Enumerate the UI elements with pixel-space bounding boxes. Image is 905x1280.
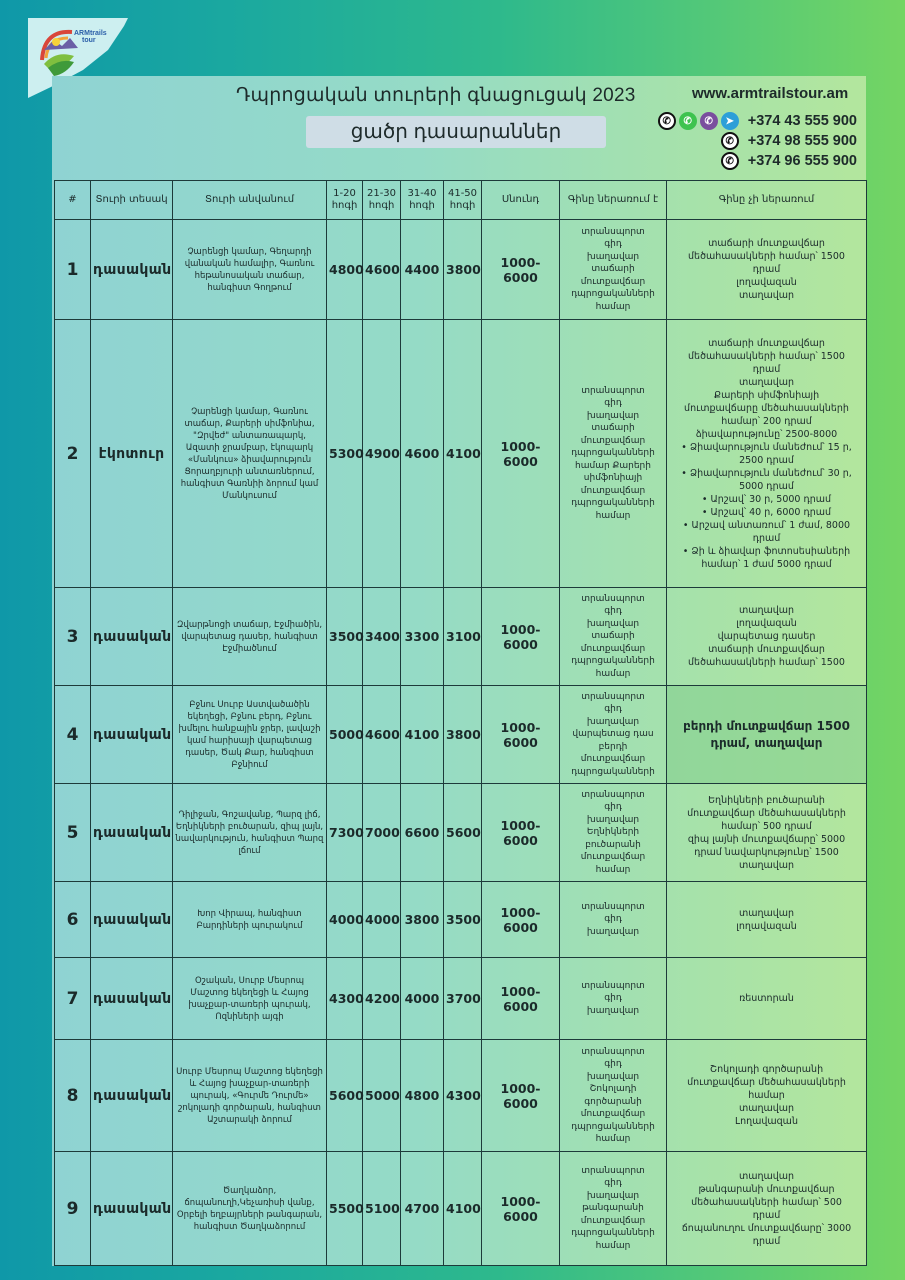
includes-line: խաղավար — [586, 618, 640, 629]
excludes-line: մուտքավճար մեծահասակների — [687, 1077, 846, 1088]
price-excludes — [667, 1152, 867, 1266]
price-41-50: 3500 — [444, 882, 482, 958]
logo-text-line2: tour — [82, 37, 96, 44]
price-31-40: 4800 — [401, 1040, 444, 1152]
excludes-line: տաղավար — [738, 1103, 795, 1114]
phone-icon[interactable]: ✆ — [721, 132, 739, 150]
price-includes — [560, 320, 667, 588]
price-41-50: 3800 — [444, 686, 482, 784]
col-header-name: Տուրի անվանում — [173, 181, 327, 220]
price-excludes — [667, 686, 867, 784]
includes-line: դպրոցականների — [571, 1228, 655, 1239]
price-41-50: 4100 — [444, 1152, 482, 1266]
table-row — [55, 1040, 867, 1152]
col-header-range: 21-30 — [366, 188, 397, 199]
includes-line: համար — [595, 668, 631, 679]
price-41-50: 3100 — [444, 588, 482, 686]
row-number: 6 — [55, 882, 91, 958]
price-table — [54, 180, 867, 1266]
excludes-bullet-item: • Ձի և ձիավար ֆոտոսեսիաների համար՝ 1 ժամ 5000 դրամ — [669, 545, 864, 571]
excludes-line: մեծահասակների համար՝ 500 — [691, 1196, 842, 1208]
includes-line: Եղնիկների — [586, 827, 640, 838]
tour-type: դասական — [91, 588, 173, 686]
price-41-50: 4300 — [444, 1040, 482, 1152]
price-21-30: 3400 — [363, 588, 401, 686]
table-row — [55, 1152, 867, 1266]
includes-line: համար — [595, 1134, 631, 1144]
includes-line: դպրոցականների — [571, 656, 655, 667]
excludes-line: մեծահասակների համար՝ 1500 — [688, 251, 845, 262]
food-price: 1000-6000 — [482, 220, 560, 320]
excludes-line: համար՝ 200 դրամ — [721, 415, 812, 427]
tour-name: Զվարթնոցի տաճար, Էջմիածին, վարպետաց դասեր, հանգիստ Էջմիածնում — [173, 588, 327, 686]
price-includes — [560, 784, 667, 882]
price-21-30: 4200 — [363, 958, 401, 1040]
excludes-line: լողավազան — [736, 277, 797, 288]
excludes-line: վարպետաց դասեր — [717, 631, 816, 642]
food-price: 1000-6000 — [482, 588, 560, 686]
tour-name: Սուրբ Մեսրոպ Մաշտոց եկեղեցի և Հայոց խաչքար-տառերի պուրակ, «Գուրմե Դուրմե» շոկոլադի գործարան, հանգիստ Աշտարակի ձորում — [173, 1040, 327, 1152]
col-header-range: 31-40 — [407, 188, 437, 199]
excludes-bullet-item: • Ձիավարություն մանեժում՝ 30 ր, 5000 դրամ — [669, 467, 864, 493]
price-31-40: 4400 — [401, 220, 444, 320]
excludes-line: տաղավար — [738, 290, 795, 301]
excludes-line: համար — [748, 1090, 785, 1101]
includes-line: դպրոցականների — [571, 448, 655, 459]
includes-line: դպրոցականների — [571, 498, 655, 509]
tour-type: էկոտուր — [91, 320, 173, 588]
includes-line: Շոկոլադի — [589, 1084, 637, 1094]
includes-line: գիդ — [604, 398, 622, 409]
excludes-bullet-item: • Ձիավարություն մանեժում՝ 15 ր, 2500 դրամ — [669, 441, 864, 467]
excludes-line: թանգարանի մուտքավճար — [698, 1183, 835, 1195]
telegram-icon[interactable]: ➤ — [721, 112, 739, 130]
includes-line: խաղավար — [586, 251, 640, 262]
price-includes — [560, 220, 667, 320]
includes-line: գիդ — [604, 993, 622, 1004]
excludes-line: մեծահասակների համար՝ 1500 — [688, 350, 845, 362]
row-number: 2 — [55, 320, 91, 588]
price-excludes — [667, 220, 867, 320]
col-header-included: Գինը ներառում է — [560, 181, 667, 220]
excludes-line: Քարերի սիմֆոնիայի — [713, 389, 820, 401]
price-includes — [560, 882, 667, 958]
includes-line: մուտքավճար — [580, 1109, 646, 1119]
whatsapp-icon[interactable]: ✆ — [679, 112, 697, 130]
phone-row-3 — [658, 151, 857, 171]
excludes-line: ճոպանուղու մուտքավճարը՝ 3000 — [681, 1222, 852, 1234]
logo-text-line1: ARMtrails — [74, 30, 107, 37]
includes-line: տրանսպորտ — [581, 901, 645, 912]
includes-line: մուտքավճար — [580, 852, 646, 863]
table-row — [55, 958, 867, 1040]
price-21-30: 7000 — [363, 784, 401, 882]
price-31-40: 4700 — [401, 1152, 444, 1266]
excludes-line: զիպ լայնի մուտքավճարը՝ 5000 — [687, 833, 846, 845]
includes-line: մուտքավճար — [580, 485, 646, 496]
includes-line: գիդ — [604, 239, 622, 250]
phone-icon[interactable]: ✆ — [658, 112, 676, 130]
armtrails-logo — [34, 20, 114, 80]
col-header-unit: հոգի — [331, 200, 358, 211]
price-31-40: 4100 — [401, 686, 444, 784]
includes-line: տրանսպորտ — [581, 789, 645, 800]
table-row — [55, 882, 867, 958]
tour-type: դասական — [91, 784, 173, 882]
contact-phones — [658, 111, 857, 171]
includes-line: մուտքավճար — [580, 435, 646, 446]
logo-text — [74, 30, 107, 44]
col-header-food: Սնունդ — [482, 181, 560, 220]
excludes-bullet-item: • Արշավ՝ 40 ր, 6000 դրամ — [669, 506, 864, 519]
col-header-type: Տուրի տեսակ — [91, 181, 173, 220]
page-subtitle: ցածր դասարաններ — [306, 116, 606, 148]
page-title: Դպրոցական տուրերի գնացուցակ 2023 — [236, 85, 636, 106]
includes-line: տաճարի — [591, 631, 635, 642]
food-price: 1000-6000 — [482, 1040, 560, 1152]
phone-number[interactable]: +374 96 555 900 — [747, 153, 857, 169]
row-number: 1 — [55, 220, 91, 320]
includes-line: թանգարանի — [582, 1203, 644, 1214]
excludes-line: տաճարի մուտքավճար — [708, 644, 825, 655]
tour-type: դասական — [91, 1040, 173, 1152]
includes-line: խաղավար — [586, 410, 640, 421]
includes-line: բուծարանի — [585, 839, 641, 850]
excludes-line: համար՝ 500 դրամ — [721, 820, 812, 832]
price-31-40: 4600 — [401, 320, 444, 588]
includes-line: մուտքավճար — [580, 754, 646, 765]
phone-row-1 — [658, 111, 857, 131]
table-row — [55, 784, 867, 882]
includes-line: տրանսպորտ — [581, 691, 645, 702]
price-excludes — [667, 784, 867, 882]
table-row — [55, 588, 867, 686]
includes-line: մուտքավճար — [580, 276, 646, 287]
includes-line: գործարանի — [584, 1096, 642, 1107]
tour-name: Դիլիջան, Գոշավանք, Պարզ լիճ, Եղնիկների բուծարան, զիպ լայն, նավարկություն, հանգիստ Պարզ լճում — [173, 784, 327, 882]
price-excludes — [667, 882, 867, 958]
row-number: 4 — [55, 686, 91, 784]
tour-type: դասական — [91, 1152, 173, 1266]
includes-line: դպրոցականների — [571, 289, 655, 300]
col-header-group-41-50 — [444, 181, 482, 220]
includes-line: գիդ — [604, 914, 622, 925]
includes-line: գիդ — [604, 1178, 622, 1189]
excludes-line: տաճարի մուտքավճար — [708, 337, 825, 349]
excludes-line: լողավազան — [736, 618, 797, 629]
price-1-20: 4800 — [327, 220, 363, 320]
col-header-num: # — [55, 181, 91, 220]
tour-name: Խոր Վիրապ, հանգիստ Բարդիների պուրակում — [173, 882, 327, 958]
includes-line: տրանսպորտ — [581, 385, 645, 396]
row-number: 5 — [55, 784, 91, 882]
row-number: 3 — [55, 588, 91, 686]
includes-line: գիդ — [604, 1059, 622, 1069]
includes-line: տաճարի — [591, 423, 635, 434]
includes-line: համար — [595, 1240, 631, 1251]
includes-line: տաճարի — [591, 264, 635, 275]
price-31-40: 4000 — [401, 958, 444, 1040]
tour-name: Չարենցի կամար, Գեղարդի վանական համալիր, Գառնու հեթանոսական տաճար, հանգիստ Գողթում — [173, 220, 327, 320]
food-price: 1000-6000 — [482, 958, 560, 1040]
row-number: 9 — [55, 1152, 91, 1266]
col-header-excluded: Գինը չի ներառում — [667, 181, 867, 220]
excludes-line: տաղավար — [738, 605, 795, 616]
includes-line: սիմֆոնիայի — [583, 473, 643, 484]
website-link[interactable]: www.armtrailstour.am — [692, 85, 849, 102]
food-price: 1000-6000 — [482, 686, 560, 784]
col-header-group-1-20 — [327, 181, 363, 220]
price-41-50: 3800 — [444, 220, 482, 320]
food-price: 1000-6000 — [482, 882, 560, 958]
includes-line: խաղավար — [586, 1190, 640, 1201]
food-price: 1000-6000 — [482, 784, 560, 882]
col-header-range: 1-20 — [333, 188, 356, 199]
excludes-line: ռեստորան — [739, 993, 794, 1004]
price-1-20: 7300 — [327, 784, 363, 882]
excludes-bullet-item: • Արշավ անտառում՝ 1 ժամ, 8000 դրամ — [669, 519, 864, 545]
table-row — [55, 220, 867, 320]
includes-line: դպրոցականների — [571, 1121, 655, 1132]
price-21-30: 5000 — [363, 1040, 401, 1152]
tour-type: դասական — [91, 958, 173, 1040]
price-excludes — [667, 588, 867, 686]
excludes-bullet-item: • Արշավ՝ 30 ր, 5000 դրամ — [669, 493, 864, 506]
excludes-line: դրամ — [752, 264, 781, 275]
viber-icon[interactable]: ✆ — [700, 112, 718, 130]
excludes-line: դրամ նավարկությունը՝ 1500 — [694, 846, 839, 858]
excludes-line: լողավազան — [736, 920, 797, 932]
tour-name: Չարենցի կամար, Գառնու տաճար, Քարերի սիմֆոնիա, "Զրվեժ" անտառապարկ, Ազատի ջրամբար, էկոպարկ «Մանկուս» ձիավարություն Ցորաղբյուրի անտառներում, հանգիստ Գառնիի ձորում կամ Մանկուսում — [173, 320, 327, 588]
price-41-50: 3700 — [444, 958, 482, 1040]
price-21-30: 4000 — [363, 882, 401, 958]
price-1-20: 5500 — [327, 1152, 363, 1266]
excludes-line: Եղնիկների բուծարանի — [708, 794, 825, 806]
excludes-line: մուտքավճար մեծահասակների — [687, 807, 846, 819]
includes-line: խաղավար — [586, 1071, 640, 1082]
row-number: 8 — [55, 1040, 91, 1152]
excludes-line: մուտքավճարը մեծահասակների — [684, 402, 849, 414]
price-excludes — [667, 958, 867, 1040]
price-41-50: 4100 — [444, 320, 482, 588]
includes-line: դպրոցականների — [571, 766, 655, 777]
tour-name: Ծաղկաձոր, ճոպանուղի,Կեչառիսի վանք, Օրբելի եղբայրների թանգարան, հանգիստ Ծաղկաձորում — [173, 1152, 327, 1266]
col-header-unit: հոգի — [449, 200, 476, 211]
tour-name: Բջնու Սուրբ Աստվածածին եկեղեցի, Բջնու բերդ, Բջնու խմելու հանքային ջրեր, լավաշի կամ հարիսայի վարպետաց դասեր, Ծակ Քար, հանգիստ Բջնիում — [173, 686, 327, 784]
includes-line: համար — [595, 301, 631, 312]
excludes-line: ձիավարությունը՝ 2500-8000 — [695, 428, 838, 440]
price-21-30: 4900 — [363, 320, 401, 588]
excludes-line: Լողավազան — [735, 1116, 798, 1127]
price-31-40: 3300 — [401, 588, 444, 686]
includes-line: գիդ — [604, 606, 622, 617]
excludes-line: տաղավար — [738, 859, 795, 871]
food-price: 1000-6000 — [482, 1152, 560, 1266]
phone-icon[interactable]: ✆ — [721, 152, 739, 170]
price-excludes — [667, 1040, 867, 1152]
includes-line: մուտքավճար — [580, 1215, 646, 1226]
table-row — [55, 686, 867, 784]
includes-line: խաղավար — [586, 814, 640, 825]
price-includes — [560, 958, 667, 1040]
price-includes — [560, 686, 667, 784]
price-21-30: 5100 — [363, 1152, 401, 1266]
price-1-20: 4300 — [327, 958, 363, 1040]
includes-line: գիդ — [604, 802, 622, 813]
price-21-30: 4600 — [363, 220, 401, 320]
includes-line: համար — [595, 510, 631, 521]
tour-type: դասական — [91, 686, 173, 784]
includes-line: մուտքավճար — [580, 643, 646, 654]
col-header-group-31-40 — [401, 181, 444, 220]
row-number: 7 — [55, 958, 91, 1040]
includes-line: բերդի — [598, 741, 628, 752]
price-1-20: 4000 — [327, 882, 363, 958]
includes-line: խաղավար — [586, 716, 640, 727]
tour-type: դասական — [91, 882, 173, 958]
phone-row-2 — [658, 131, 857, 151]
table-row — [55, 320, 867, 588]
includes-line: խաղավար — [586, 926, 640, 937]
col-header-unit: հոգի — [409, 200, 435, 211]
price-1-20: 5300 — [327, 320, 363, 588]
price-1-20: 5600 — [327, 1040, 363, 1152]
price-includes — [560, 588, 667, 686]
includes-line: տրանսպորտ — [581, 1046, 645, 1057]
excludes-line: տաճարի մուտքավճար — [708, 238, 825, 249]
tour-name: Օշական, Սուրբ Մեսրոպ Մաշտոց եկեղեցի և Հայոց խաչքար-տառերի պուրակ, Ոզնիների այգի — [173, 958, 327, 1040]
price-includes — [560, 1152, 667, 1266]
col-header-range: 41-50 — [447, 188, 478, 199]
price-includes — [560, 1040, 667, 1152]
tour-type: դասական — [91, 220, 173, 320]
excludes-line: դրամ — [752, 1209, 781, 1221]
includes-line: տրանսպորտ — [581, 1165, 645, 1176]
price-1-20: 3500 — [327, 588, 363, 686]
excludes-line: Շոկոլադի գործարանի — [709, 1064, 824, 1075]
includes-line: գիդ — [604, 704, 622, 715]
includes-line: տրանսպորտ — [581, 980, 645, 991]
includes-line: համար Քարերի — [575, 460, 651, 471]
excludes-line: մեծահասակների համար՝ 1500 — [688, 657, 845, 668]
col-header-group-21-30 — [363, 181, 401, 220]
phone-number[interactable]: +374 43 555 900 — [747, 113, 857, 129]
excludes-line: տաղավար — [738, 907, 795, 919]
excludes-line: բերդի մուտքավճար 1500 — [683, 718, 850, 733]
food-price: 1000-6000 — [482, 320, 560, 588]
price-excludes — [667, 320, 867, 588]
includes-line: վարպետաց դաս — [572, 729, 654, 740]
excludes-line: տաղավար — [738, 1170, 795, 1182]
includes-line: տրանսպորտ — [581, 226, 645, 237]
includes-line: համար — [595, 864, 631, 875]
excludes-line: դրամ — [752, 363, 781, 375]
price-21-30: 4600 — [363, 686, 401, 784]
excludes-line: դրամ — [752, 1235, 781, 1247]
excludes-line: տաղավար — [738, 376, 795, 388]
includes-line: տրանսպորտ — [581, 593, 645, 604]
table-header-row — [55, 181, 867, 220]
price-31-40: 6600 — [401, 784, 444, 882]
price-41-50: 5600 — [444, 784, 482, 882]
phone-number[interactable]: +374 98 555 900 — [747, 133, 857, 149]
includes-line: խաղավար — [586, 1005, 640, 1016]
col-header-unit: հոգի — [368, 200, 395, 211]
excludes-line: դրամ, տաղավար — [710, 735, 823, 750]
price-31-40: 3800 — [401, 882, 444, 958]
price-1-20: 5000 — [327, 686, 363, 784]
